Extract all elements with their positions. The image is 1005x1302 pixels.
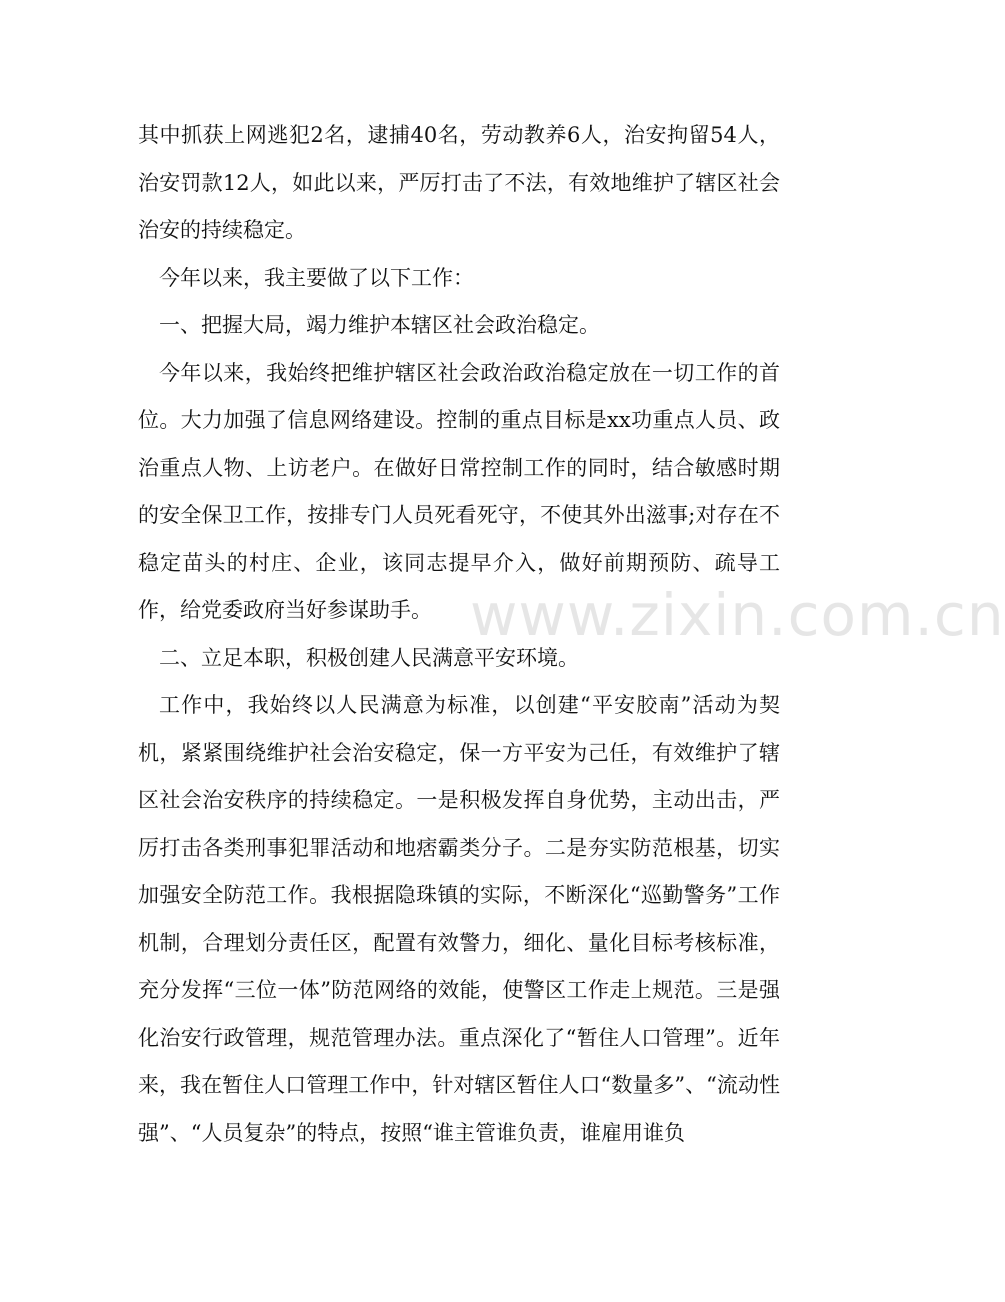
section-heading-1: 一、把握大局，竭力维护本辖区社会政治稳定。 <box>159 313 600 337</box>
paragraph-1: 其中抓获上网逃犯2名，逮捕40名，劳动教养6人，治安拘留54人，治安罚款12人，如此以来，严厉打击了不法，有效地维护了辖区社会治安的持续稳定。 <box>138 123 780 242</box>
paragraph-2: 今年以来，我主要做了以下工作： <box>159 265 474 290</box>
section-heading-2: 二、立足本职，积极创建人民满意平安环境。 <box>159 645 579 670</box>
document-body <box>138 112 780 1157</box>
paragraph-4: 工作中，我始终以人民满意为标准，以创建“平安胶南”活动为契机，紧紧围绕维护社会治安稳定，保一方平安为己任，有效维护了辖区社会治安秩序的持续稳定。一是积极发挥自身优势，主动出击，严厉打击各类刑事犯罪活动和地痞霸类分子。二是夯实防范根基，切实加强安全防范工作。我根据隐珠镇的实际，不断深化“巡勤警务”工作机制，合理划分责任区，配置有效警力，细化、量化目标考核标准，充分发挥“三位一体”防范网络的效能，使警区工作走上规范。三是强化治安行政管理，规范管理办法。重点深化了“暂住人口管理”。近年来，我在暂住人口管理工作中，针对辖区暂住人口“数量多”、“流动性强”、“人员复杂”的特点，按照“谁主管谁负责，谁雇用谁负 <box>138 693 780 1145</box>
watermark: www.zixin.com.cn <box>470 581 1005 649</box>
paragraph-3: 今年以来，我始终把维护辖区社会政治政治稳定放在一切工作的首位。大力加强了信息网络建设。控制的重点目标是xx功重点人员、政治重点人物、上访老户。在做好日常控制工作的同时，结合敏感时期的安全保卫工作，按排专门人员死看死守，不使其外出滋事;对存在不稳定苗头的村庄、企业，该同志提早介入，做好前期预防、疏导工作，给党委政府当好参谋助手。 <box>138 360 780 622</box>
